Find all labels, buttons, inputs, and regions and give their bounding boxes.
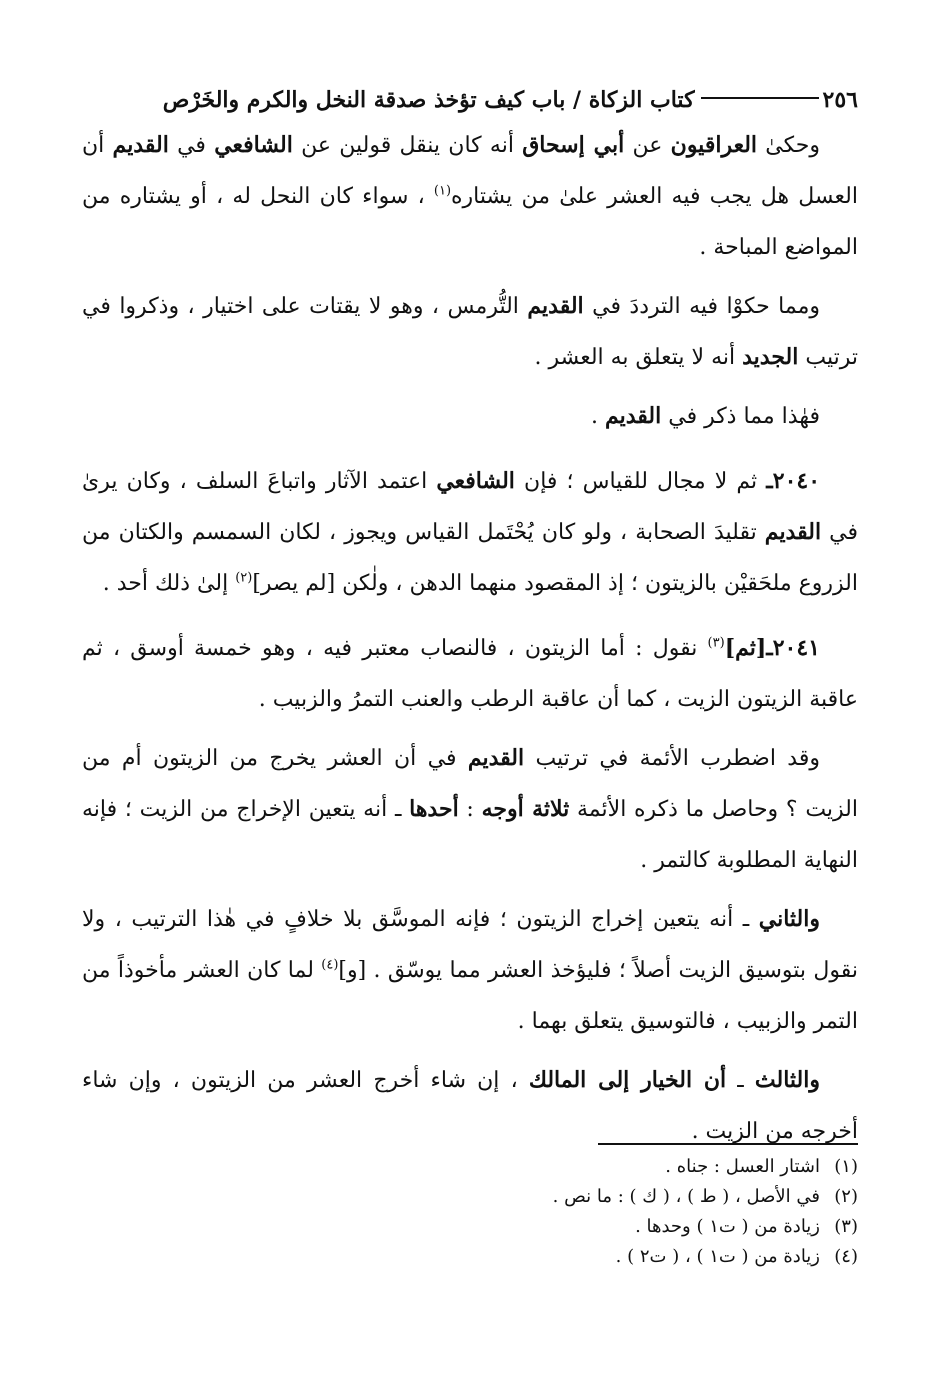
text-run: اعتمد الآثار واتباعَ السلف ، وكان يرىٰ في — [82, 469, 858, 545]
header-title: كتاب الزكاة / باب كيف تؤخذ صدقة النخل والكرم والخَرْص — [162, 87, 695, 113]
footnote-text: زيادة من ( ت١ ) ، ( ت٢ ) . — [615, 1246, 820, 1267]
keyword: العراقيون — [670, 132, 758, 158]
text-run: ، إن شاء أخرج العشر من الزيتون ، وإن شاء أخرجه من الزيت . — [82, 1068, 858, 1144]
paragraph-7 — [82, 894, 858, 1047]
page-number: ٢٥٦ — [822, 87, 858, 113]
text-run: ـ — [726, 1068, 755, 1093]
text-run: وحكىٰ — [757, 133, 820, 158]
footnotes — [82, 1152, 858, 1272]
footnote-marker[interactable]: (٣) — [707, 635, 725, 651]
text-run: ـ أنه يتعين إخراج الزيتون ؛ فإنه الموسَّق بلا خلافٍ في هٰذا الترتيب ، ولا نقول بتوسيق الزيت أصلاً ؛ فليؤخذ العشر مما يوسّق . [و] — [82, 907, 858, 983]
footnote-marker[interactable]: (٤) — [321, 957, 339, 973]
paragraph-6 — [82, 733, 858, 886]
text-run: . — [590, 404, 605, 429]
footnote-text: في الأصل ، ( ط ) ، ( ك ) : ما نص . — [552, 1186, 820, 1207]
text-run: في — [168, 133, 215, 158]
text-run: ومما حكوْا فيه الترددَ في — [583, 294, 820, 319]
footnote-number: (٣) — [834, 1216, 858, 1237]
text-run: التُّرمس ، وهو لا يقتات على اختيار ، وذكروا في ترتيب — [82, 294, 858, 370]
text-run: عن — [624, 133, 671, 158]
keyword: القديم — [112, 132, 169, 158]
footnote-item — [82, 1242, 858, 1272]
keyword: أن الخيار إلى المالك — [528, 1067, 727, 1093]
keyword: والثالث — [754, 1067, 820, 1093]
keyword: القديم — [527, 293, 584, 319]
paragraph-2040 — [82, 456, 858, 609]
keyword: والثاني — [758, 906, 820, 932]
keyword: القديم — [764, 519, 822, 545]
keyword: ثلاثة أوجه — [481, 796, 570, 822]
keyword: [ثم] — [724, 635, 767, 661]
text-run: إلىٰ ذلك أحد . — [102, 571, 236, 596]
footnote-marker[interactable]: (٢) — [235, 570, 253, 586]
text-run: وقد اضطرب الأئمة في ترتيب — [524, 746, 820, 771]
text-run: ـ أنه يتعين الإخراج من الزيت ؛ فإنه النهاية المطلوبة كالتمر . — [82, 797, 858, 873]
footnote-item — [82, 1152, 858, 1182]
footnote-number: (١) — [834, 1156, 858, 1177]
keyword: الجديد — [742, 344, 799, 370]
footnote-separator — [598, 1143, 858, 1145]
footnote-number: (٢) — [834, 1186, 858, 1207]
text-run: لما كان العشر مأخوذاً من التمر والزبيب ، فالتوسيق يتعلق بهما . — [82, 958, 858, 1034]
running-header — [82, 80, 858, 120]
text-run: أنه لا يتعلق به العشر . — [534, 345, 743, 370]
section-number: ٢٠٤١ـ — [766, 635, 820, 661]
text-run: ثم لا مجال للقياس ؛ فإن — [514, 469, 767, 494]
paragraph-3 — [82, 391, 858, 442]
section-number: ٢٠٤٠ـ — [766, 468, 821, 494]
footnote-text: زيادة من ( ت١ ) وحدها . — [635, 1216, 820, 1237]
footnote-number: (٤) — [834, 1246, 858, 1267]
keyword: القديم — [604, 403, 662, 429]
footnote-marker[interactable]: (١) — [433, 183, 452, 199]
paragraph-2 — [82, 281, 858, 383]
text-run: ، سواء كان النحل له ، أو يشتاره من المواضع المباحة . — [82, 184, 858, 260]
footnote-item — [82, 1182, 858, 1212]
text-run: في أن العشر يخرج من الزيتون أم من الزيت ؟ وحاصل ما ذكره الأئمة — [82, 746, 858, 822]
text-run: نقول : أما الزيتون ، فالنصاب معتبر فيه ، وهو خمسة أوسق ، ثم عاقبة الزيتون الزيت ، كما أن عاقبة الرطب والعنب التمرُ والزبيب . — [82, 636, 858, 712]
text-run: فهٰذا مما ذكر في — [661, 404, 820, 429]
text-run: تقليدَ الصحابة ، ولو كان يُحْتَمل القياس ويجوز ، لكان السمسم والكتان من الزروع ملحَقيْن بالزيتون ؛ إذ المقصود منهما الدهن ، ولٰكن [لم يصر] — [82, 520, 858, 596]
keyword: أبي إسحاق — [522, 132, 625, 158]
book-page — [82, 80, 858, 1267]
paragraph-8 — [82, 1055, 858, 1157]
keyword: القديم — [467, 745, 525, 771]
keyword: الشافعي — [214, 132, 293, 158]
header-rule — [701, 97, 819, 99]
paragraph-2041 — [82, 623, 858, 725]
text-run: : — [458, 797, 482, 822]
keyword: الشافعي — [436, 468, 515, 494]
text-run: أنه كان ينقل قولين عن — [292, 133, 523, 158]
paragraph-1 — [82, 120, 858, 273]
footnote-text: اشتار العسل : جناه . — [665, 1156, 820, 1177]
footnote-item — [82, 1212, 858, 1242]
text-run: أن العسل هل يجب فيه العشر علىٰ من يشتاره — [82, 133, 858, 209]
keyword: أحدها — [409, 796, 459, 822]
